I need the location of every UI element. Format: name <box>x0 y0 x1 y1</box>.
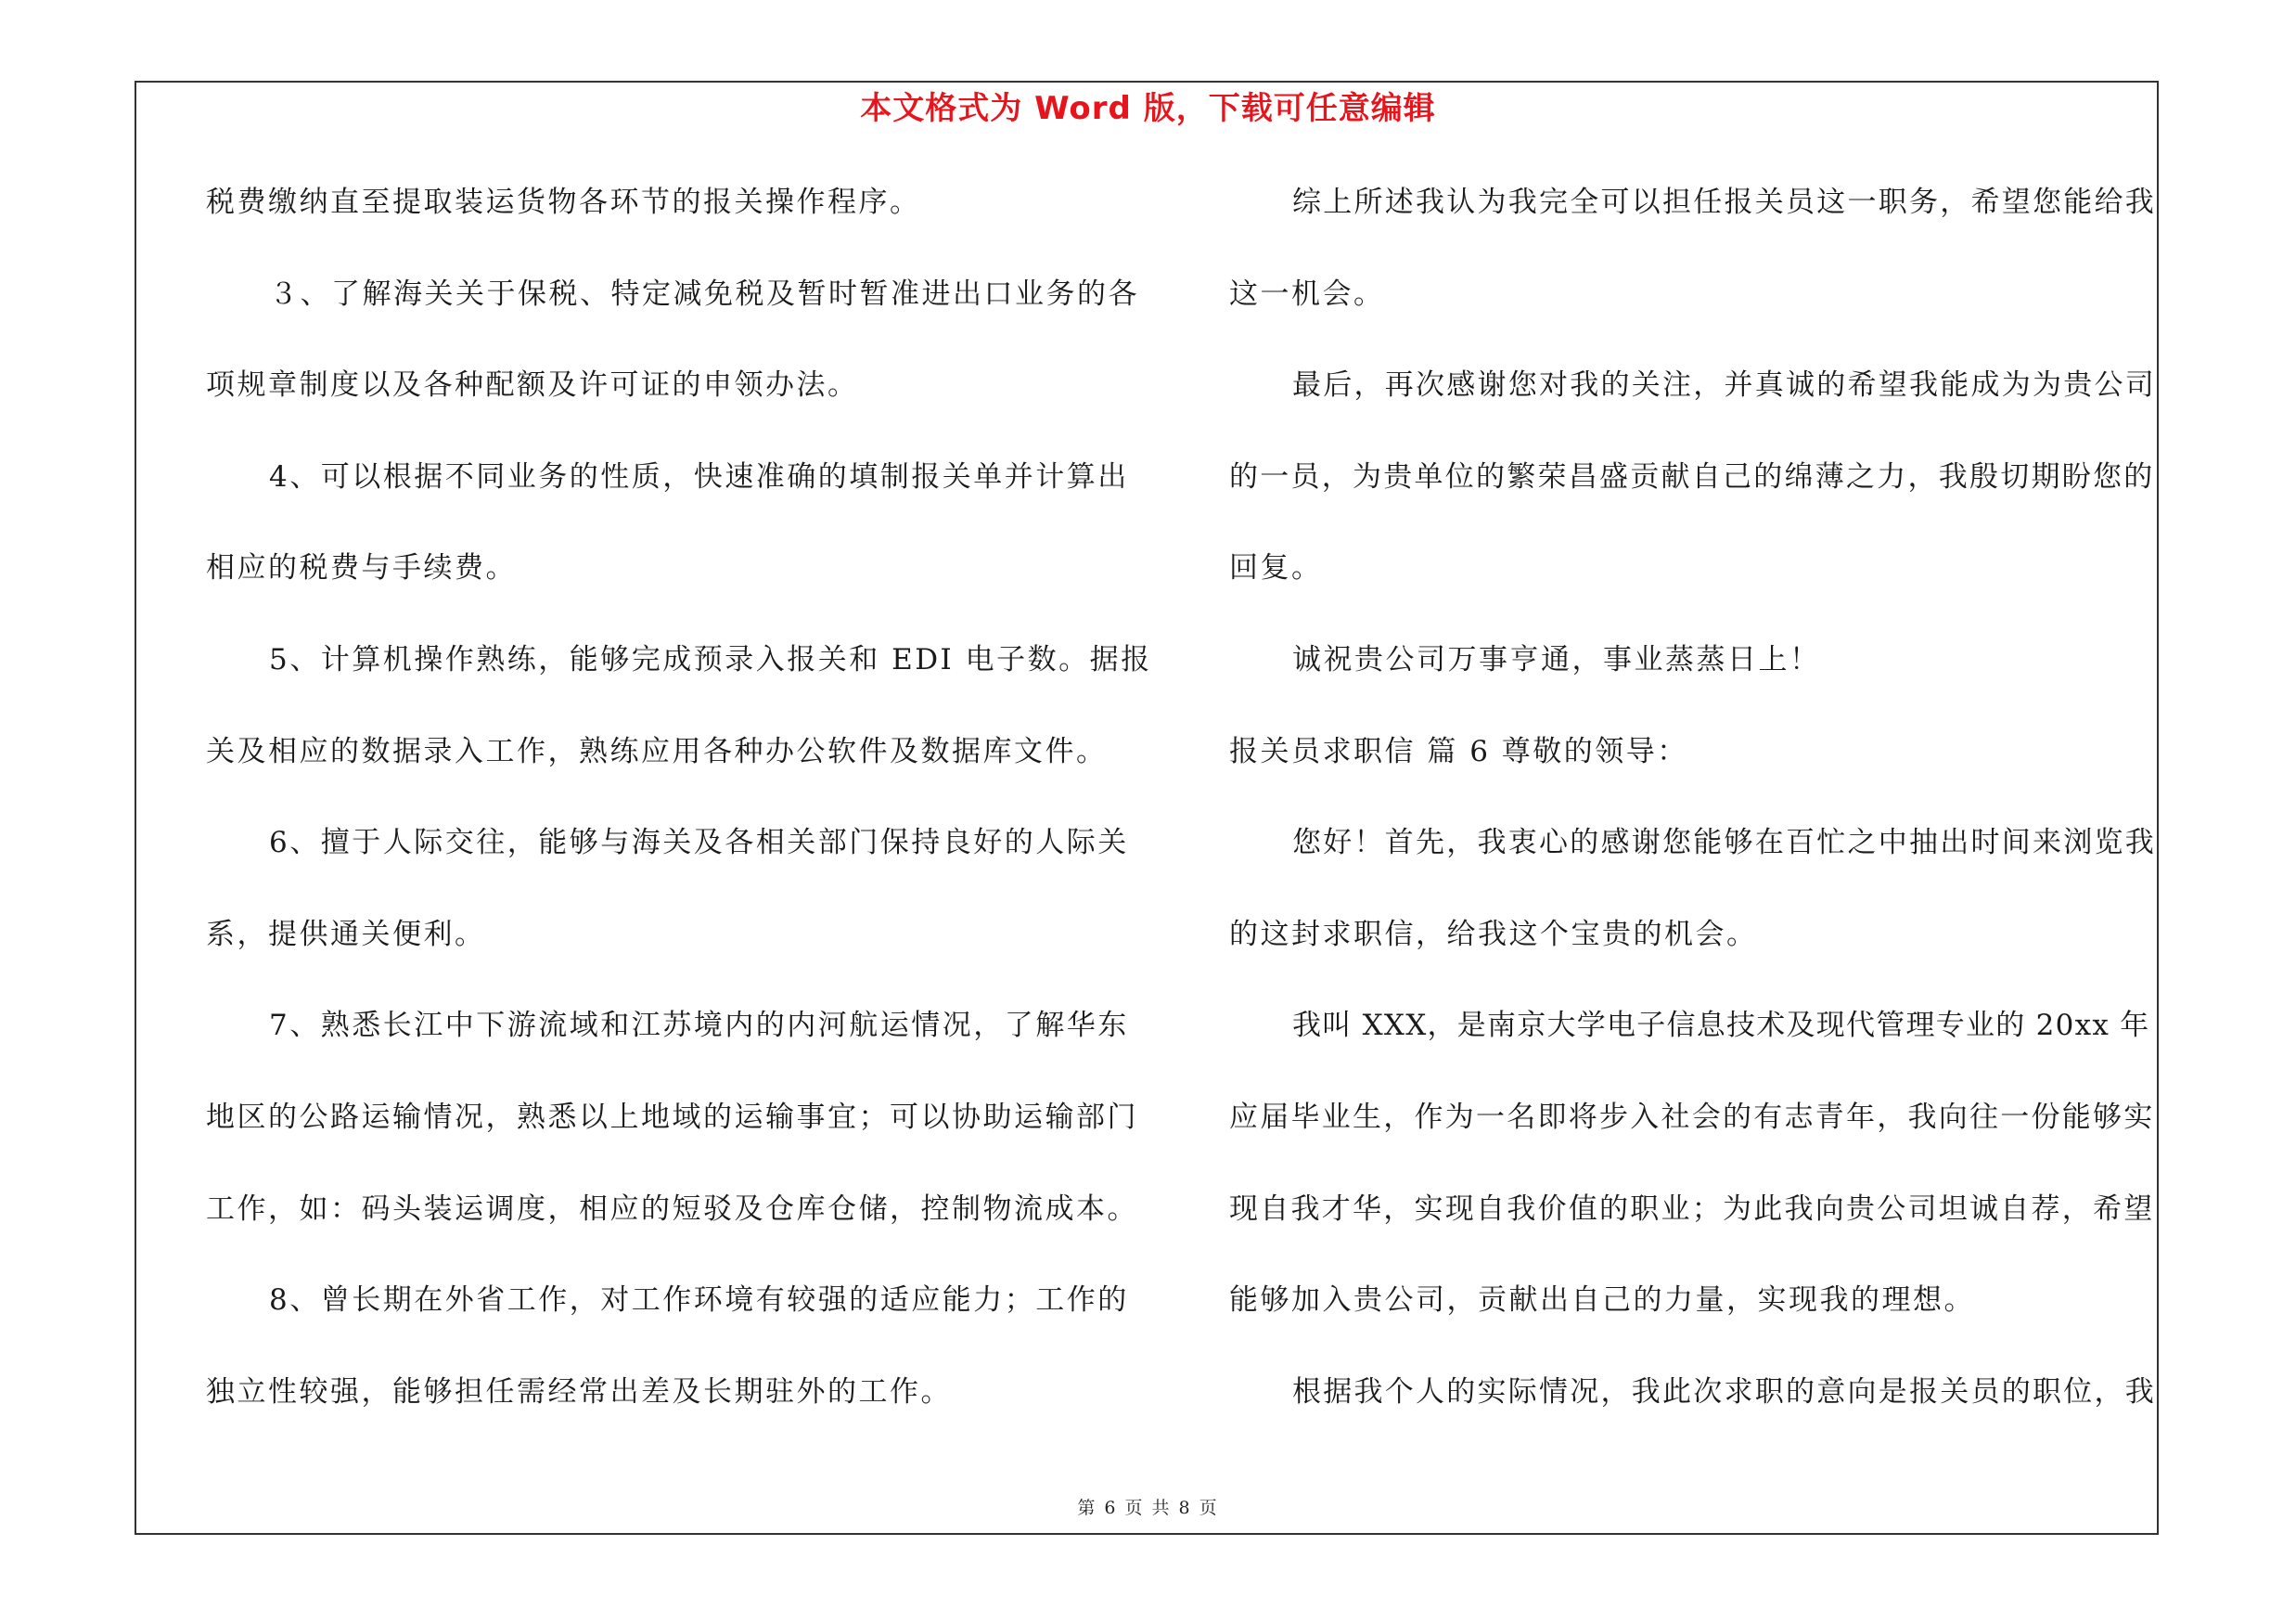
text-line: 现自我才华，实现自我价值的职业；为此我向贵公司坦诚自荐，希望 <box>1229 1191 2155 1226</box>
text-line: 这一机会。 <box>1229 277 1385 311</box>
text-line: 最后，再次感谢您对我的关注，并真诚的希望我能成为为贵公司 <box>1292 368 2156 403</box>
text-line: 6、擅于人际交往，能够与海关及各相关部门保持良好的人际关 <box>269 826 1129 860</box>
text-line: 我叫 XXX，是南京大学电子信息技术及现代管理专业的 20xx 年 <box>1292 1009 2150 1043</box>
text-line: 相应的税费与手续费。 <box>206 551 517 586</box>
text-line: 地区的公路运输情况，熟悉以上地域的运输事宜；可以协助运输部门 <box>206 1101 1138 1134</box>
text-line: 税费缴纳直至提取装运货物各环节的报关操作程序。 <box>206 186 921 219</box>
text-line: 诚祝贵公司万事亨通，事业蒸蒸日上！ <box>1292 643 1821 676</box>
text-line: 8、曾长期在外省工作，对工作环境有较强的适应能力；工作的 <box>269 1283 1129 1318</box>
page-footer: 第 6 页 共 8 页 <box>1077 1498 1219 1518</box>
text-line: 工作，如：码头装运调度，相应的短驳及仓库仓储，控制物流成本。 <box>206 1191 1138 1226</box>
text-line: 关及相应的数据录入工作，熟练应用各种办公软件及数据库文件。 <box>206 734 1108 768</box>
text-line: 独立性较强，能够担任需经常出差及长期驻外的工作。 <box>206 1374 952 1409</box>
format-notice-banner: 本文格式为 Word 版，下载可任意编辑 <box>860 90 1436 127</box>
text-line: 您好！首先，我衷心的感谢您能够在百忙之中抽出时间来浏览我 <box>1292 826 2156 860</box>
text-line: 系，提供通关便利。 <box>206 917 486 951</box>
text-line: 根据我个人的实际情况，我此次求职的意向是报关员的职位，我 <box>1292 1374 2156 1409</box>
text-line: 7、熟悉长江中下游流域和江苏境内的内河航运情况，了解华东 <box>269 1009 1129 1043</box>
text-line: 5、计算机操作熟练，能够完成预录入报关和 EDI 电子数。据报 <box>269 643 1152 676</box>
text-line: 回复。 <box>1229 551 1323 586</box>
text-line: 应届毕业生，作为一名即将步入社会的有志青年，我向往一份能够实 <box>1229 1101 2155 1134</box>
text-line: 综上所述我认为我完全可以担任报关员这一职务，希望您能给我 <box>1292 186 2156 219</box>
text-line: ３、了解海关关于保税、特定减免税及暂时暂准进出口业务的各 <box>269 277 1139 311</box>
text-line: 报关员求职信 篇 6 尊敬的领导： <box>1229 734 1688 768</box>
text-line: 的一员，为贵单位的繁荣昌盛贡献自己的绵薄之力，我殷切期盼您的 <box>1229 459 2155 494</box>
text-line: 能够加入贵公司，贡献出自己的力量，实现我的理想。 <box>1229 1283 1975 1318</box>
text-line: 4、可以根据不同业务的性质，快速准确的填制报关单并计算出 <box>269 459 1129 494</box>
text-line: 的这封求职信，给我这个宝贵的机会。 <box>1229 917 1758 951</box>
text-line: 项规章制度以及各种配额及许可证的申领办法。 <box>206 368 859 403</box>
